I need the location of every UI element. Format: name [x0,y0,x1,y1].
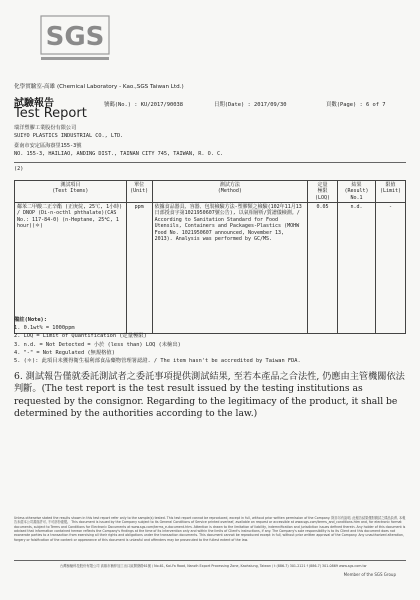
header-loq: 定量 極限 (LOQ) [308,181,338,203]
header-result: 結果 (Result) No.1 [338,181,376,203]
note-item: 4. "-" = Not Regulated (無規格值) [14,349,115,356]
header-method: 測試方法 (Method) [152,181,307,203]
cell-test-item: 鄰苯二甲酸二正辛酯 (正庚烷, 25℃, 1小時) / DNOP (Di-n-octhl phthalate)(CAS No.: 117-84-0) (n-Heptane, 25℃, 1 hour)(＊) [15,202,127,333]
cell-unit: ppm [126,202,152,333]
table-row [15,202,406,333]
report-number: 號碼(No.) : KU/2017/90038 [104,102,183,108]
legal-statement [14,371,410,421]
notes-title: 備註(Note): [14,317,47,323]
note-item: 3. n.d. = Not Detected = 小於 (less than) LOQ (未檢出) [14,341,181,348]
note-item: 2. LOQ = Limit of Quantification (定量極限) [14,333,147,340]
header-test-items: 測試項目 (Test Items) [15,181,127,203]
divider [14,162,406,163]
company-name-zh: 瑞洋塑膠工業股份有限公司 [14,125,77,131]
cell-limit: - [375,202,405,333]
cell-method: 依據食品器具、容器、包裝檢驗方法-塑膠類之檢驗(102年11月13日部授食字第1021950607號公告), 以氣相層析/質譜儀檢測。/ According to Sanitation Standard for Food Utensils, Containers and Packages-Plastics (MOHW Food No. 1021950607 announced, November 13, 2013). Analysis was performed by GC/MS. [152,202,307,333]
notes-section [14,316,301,365]
footer-address: 台灣檢驗科技股份有限公司 高雄市楠梓加工出口區開發路61號 / No.61, Kai-Fa Road, Nanzih Export Processing Zone, Kaohsiung, Taiwan / t (886-7) 301-2121 f (886-7) 301-0869 www.sgs.com.tw [60,564,367,568]
company-name-en: SUIYO PLASTICS INDUSTRIAL CO., LTD. [14,133,124,139]
page-number: 頁數(Page) : 6 of 7 [326,102,386,108]
cell-loq: 0.05 [308,202,338,333]
table-header-row [15,181,406,203]
legal-statement-zh: 6. 測試報告僅就委託測試者之委託事項提供測試結果, 至若本產品之合法性, 仍應由主管機關依法判斷。 [14,371,405,395]
sgs-logo-text: SGS [45,22,105,52]
footer-disclaimer: Unless otherwise stated the results shown in this test report refer only to the sample(s) tested. This test report cannot be reproduced, except in full, without prior written permission of the Company. 除非另有說明, 此報告結果僅對測試之樣品負責, 本報告未經本公司書面許可, 不可部份複製。 This document is issued by the Company subject to its General Conditions of Service printed overleaf, available on request or accessible at www.sgs.com/terms_and_conditions.htm and, for electronic format documents, subject to Terms and Conditions for Electronic Documents at www.sgs.com/terms_e-document.htm. Attention is drawn to the limitation of liability, indemnification and jurisdiction issues defined therein. Any holder of this document is advised that information contained hereon reflects the Company's findings at the time of its intervention only and within the limits of Client's instructions, if any. The Company's sole responsibility is to its Client and this document does not exonerate parties to a transaction from exercising all their rights and obligations under the transaction documents. This document cannot be reproduced except in full, without prior written approval of the Company. Any unauthorized alteration, forgery or falsification of the content or appearance of this document is unlawful and offenders may be prosecuted to the fullest extent of the law. [14,516,406,542]
report-date: 日期(Date) : 2017/09/30 [214,102,287,108]
header-limit: 限值 (Limit) [375,181,405,203]
legal-statement-en: (The test report is the test result issued by the testing institutions as requested by the consignor. Regarding to the legitimacy of the product, it shall be determined by the authorities according to the law.) [14,383,398,420]
report-title-en: Test Report [14,106,87,121]
note-item: 1. 0.1wt% = 1000ppm [14,325,75,332]
note-item: 5. (＊): 此項目未獲得衛生福利部食品藥物管理署認證. / The item hasn't be accredited by Taiwan FDA. [14,358,301,365]
company-address-en: NO. 155-3, HAILIAO, ANDING DIST., TAINAN CITY 745, TAIWAN, R. O. C. [14,151,224,157]
sgs-logo [40,14,110,64]
header-unit: 單位 (Unit) [126,181,152,203]
sgs-group-member: Member of the SGS Group [343,572,396,577]
laboratory-name: 化學實驗室-高雄 (Chemical Laboratory - Kao.,SGS Taiwan Ltd.) [14,84,184,90]
company-address-zh: 臺南市安定區海寮里155-3號 [14,143,82,149]
report-title-zh: 試驗報告 [14,98,54,109]
sample-number: (2) [14,166,24,172]
footer-divider [14,560,406,561]
cell-result: n.d. [338,202,376,333]
sgs-logo-mark [40,14,110,64]
test-results-table [14,180,406,334]
